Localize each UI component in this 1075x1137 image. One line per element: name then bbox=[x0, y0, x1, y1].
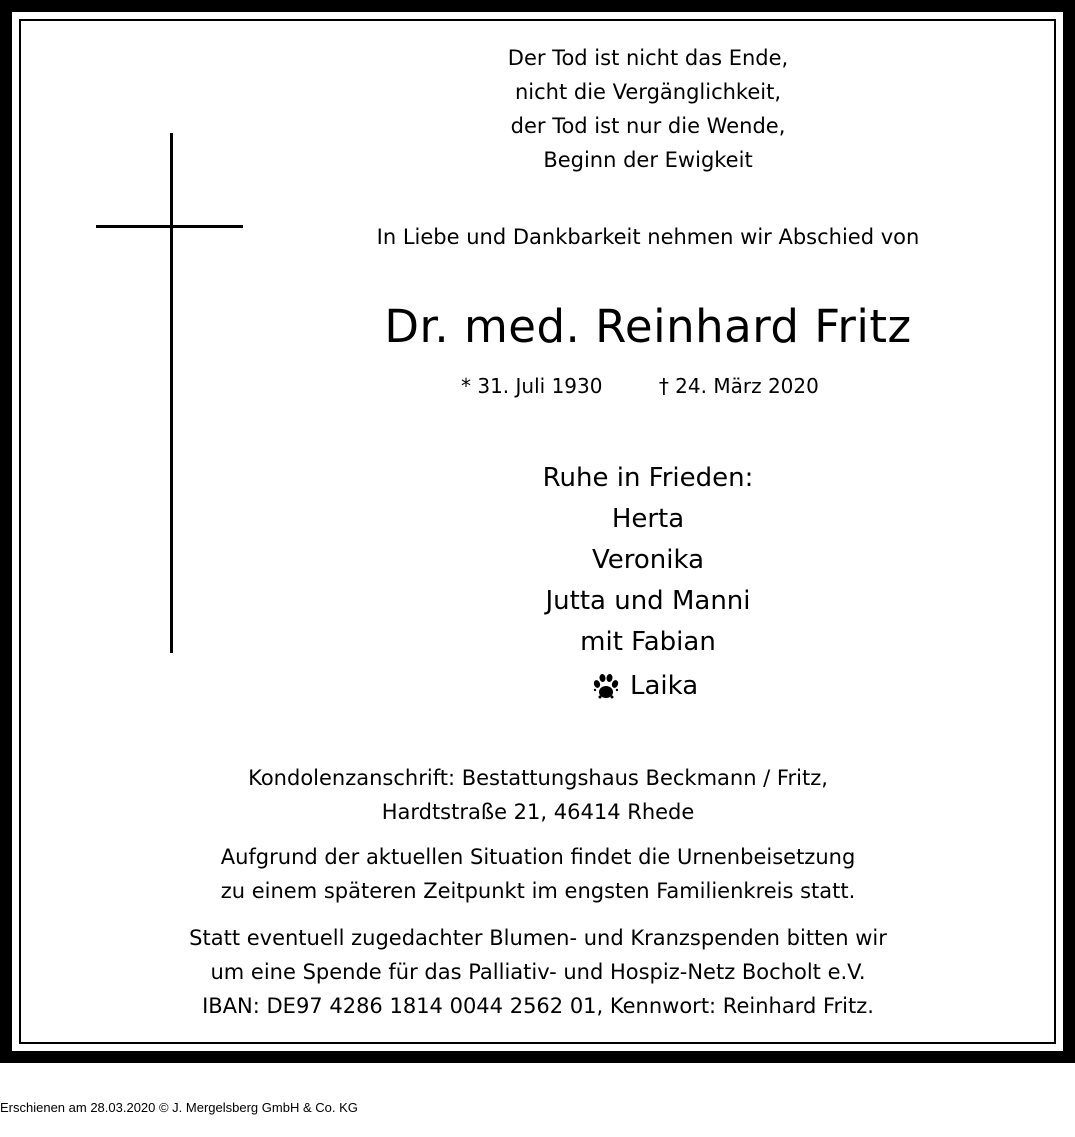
donation-line-1: Statt eventuell zugedachter Blumen- und Kranzspenden bitten wir bbox=[189, 926, 887, 950]
life-dates bbox=[461, 374, 819, 398]
birth-date: * 31. Juli 1930 bbox=[461, 374, 603, 398]
cross-icon-horizontal-bar bbox=[96, 225, 243, 228]
farewell-intro: In Liebe und Dankbarkeit nehmen wir Abschied von bbox=[376, 225, 920, 249]
death-date: † 24. März 2020 bbox=[658, 374, 819, 398]
poem-line-3: der Tod ist nur die Wende, bbox=[510, 114, 786, 138]
family-member: Herta bbox=[611, 504, 685, 534]
burial-notice-line-1: Aufgrund der aktuellen Situation findet die Urnenbeisetzung bbox=[220, 845, 856, 869]
pet-name: Laika bbox=[630, 671, 699, 701]
deceased-name: Dr. med. Reinhard Fritz bbox=[384, 300, 912, 353]
donation-line-2: um eine Spende für das Palliativ- und Hospiz-Netz Bocholt e.V. bbox=[210, 960, 866, 984]
donation-line-3: IBAN: DE97 4286 1814 0044 2562 01, Kennwort: Reinhard Fritz. bbox=[202, 994, 874, 1018]
family-member: Veronika bbox=[591, 545, 705, 575]
poem-line-2: nicht die Vergänglichkeit, bbox=[514, 80, 782, 104]
family-member: mit Fabian bbox=[580, 627, 716, 657]
family-heading: Ruhe in Frieden: bbox=[542, 463, 754, 493]
family-member: Jutta und Manni bbox=[545, 586, 751, 616]
publication-footer: Erschienen am 28.03.2020 © J. Mergelsberg GmbH & Co. KG bbox=[0, 1100, 358, 1115]
poem-line-4: Beginn der Ewigkeit bbox=[543, 148, 753, 172]
poem-line-1: Der Tod ist nicht das Ende, bbox=[507, 46, 789, 70]
condolence-address-line-1: Kondolenzanschrift: Bestattungshaus Beckmann / Fritz, bbox=[248, 766, 828, 790]
cross-icon-vertical-bar bbox=[170, 133, 173, 653]
condolence-address-line-2: Hardtstraße 21, 46414 Rhede bbox=[381, 800, 695, 824]
pet-entry bbox=[590, 670, 698, 702]
paw-print-icon bbox=[590, 670, 622, 702]
burial-notice-line-2: zu einem späteren Zeitpunkt im engsten Familienkreis statt. bbox=[220, 879, 856, 903]
